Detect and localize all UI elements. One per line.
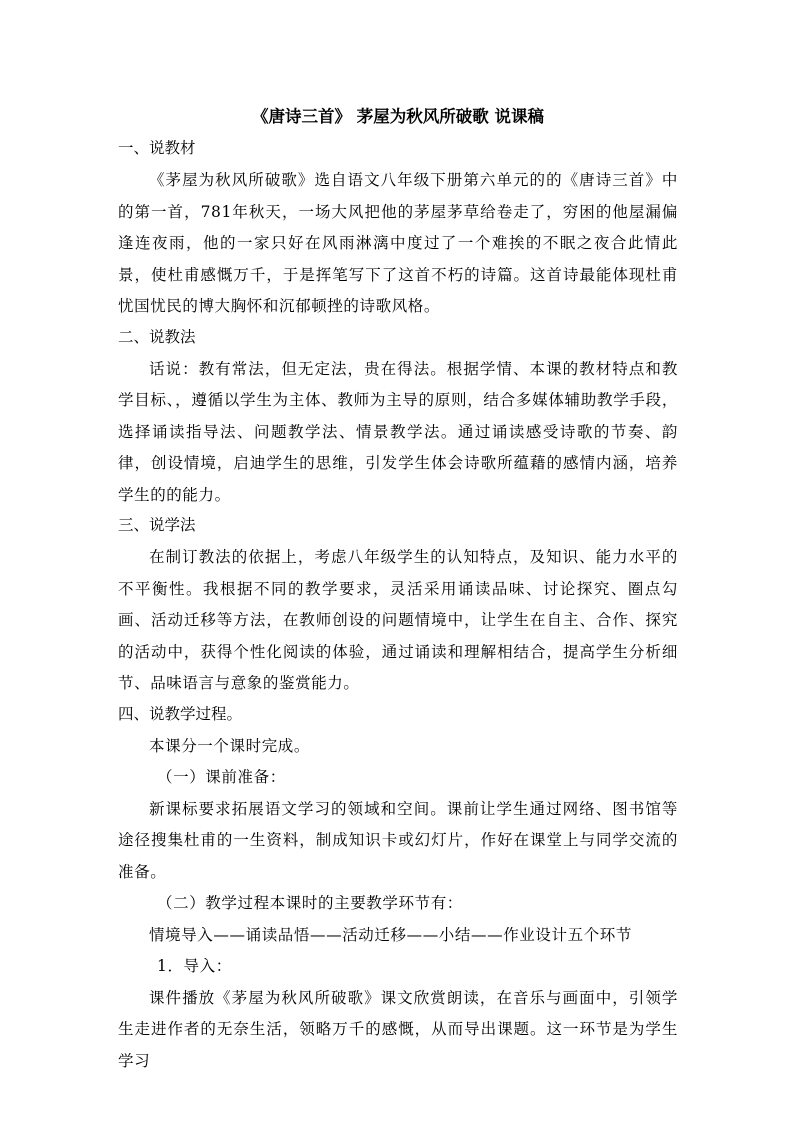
section-heading-learning-method: 三、说学法 (118, 516, 196, 534)
step1-heading: 1．导入： (157, 957, 232, 975)
prep-heading: （一）课前准备： (157, 768, 286, 786)
section-paragraph-learning-method: 在制订教法的依据上，考虑八年级学生的认知特点，及知识、能力水平的不平衡性。我根据不同的教学要求，灵活采用诵读品味、讨论探究、圈点勾画、活动迁移等方法，在教师创设的问题情境中，让学生在自主、合作、探究的活动中，获得个性化阅读的体验，通过诵读和理解相结合，提高学生分析细节、品味语言与意象的鉴赏能力。 (118, 548, 678, 692)
section-heading-teaching-method: 二、说教法 (118, 327, 196, 346)
prep-paragraph: 新课标要求拓展语文学习的领域和空间。课前让学生通过网络、图书馆等途径搜集杜甫的一生资料，制成知识卡或幻灯片，作好在课堂上与同学交流的准备。 (118, 799, 678, 881)
process-intro-line: 本课分一个课时完成。 (149, 736, 311, 755)
document-title: 《唐诗三首》 茅屋为秋风所破歌 说课稿 (252, 107, 544, 126)
section-paragraph-teaching-method: 话说：教有常法，但无定法，贵在得法。根据学情、本课的教材特点和教学目标、，遵循以学生为主体、教师为主导的原则，结合多媒体辅助教学手段，选择诵读指导法、问题教学法、情景教学法。通过诵读感受诗歌的节奏、韵律，创设情境，启迪学生的思维，引发学生体会诗歌所蕴藉的感情内涵，培养学生的的能力。 (118, 359, 678, 504)
steps-heading: （二）教学过程本课时的主要教学环节有： (157, 894, 463, 912)
document-page (118, 103, 678, 1077)
section-paragraph-teaching-material: 《茅屋为秋风所破歌》选自语文八年级下册第六单元的的《唐诗三首》中的第一首，781年秋天，一场大风把他的茅屋茅草给卷走了，穷困的他屋漏偏逢连夜雨，他的一家只好在风雨淋漓中度过了一个难挨的不眠之夜合此情此景，使杜甫感慨万千，于是挥笔写下了这首不朽的诗篇。这首诗最能体现杜甫忧国忧民的博大胸怀和沉郁顿挫的诗歌风格。 (118, 171, 678, 315)
section-heading-teaching-material: 一、说教材 (118, 139, 196, 157)
section-heading-teaching-process: 四、说教学过程。 (118, 704, 243, 723)
steps-line: 情境导入——诵读品悟——活动迁移——小结——作业设计五个环节 (149, 925, 633, 944)
step1-paragraph: 课件播放《茅屋为秋风所破歌》课文欣赏朗读，在音乐与画面中，引领学生走进作者的无奈生活，领略万千的感慨，从而导出课题。这一环节是为学生学习 (118, 988, 678, 1070)
